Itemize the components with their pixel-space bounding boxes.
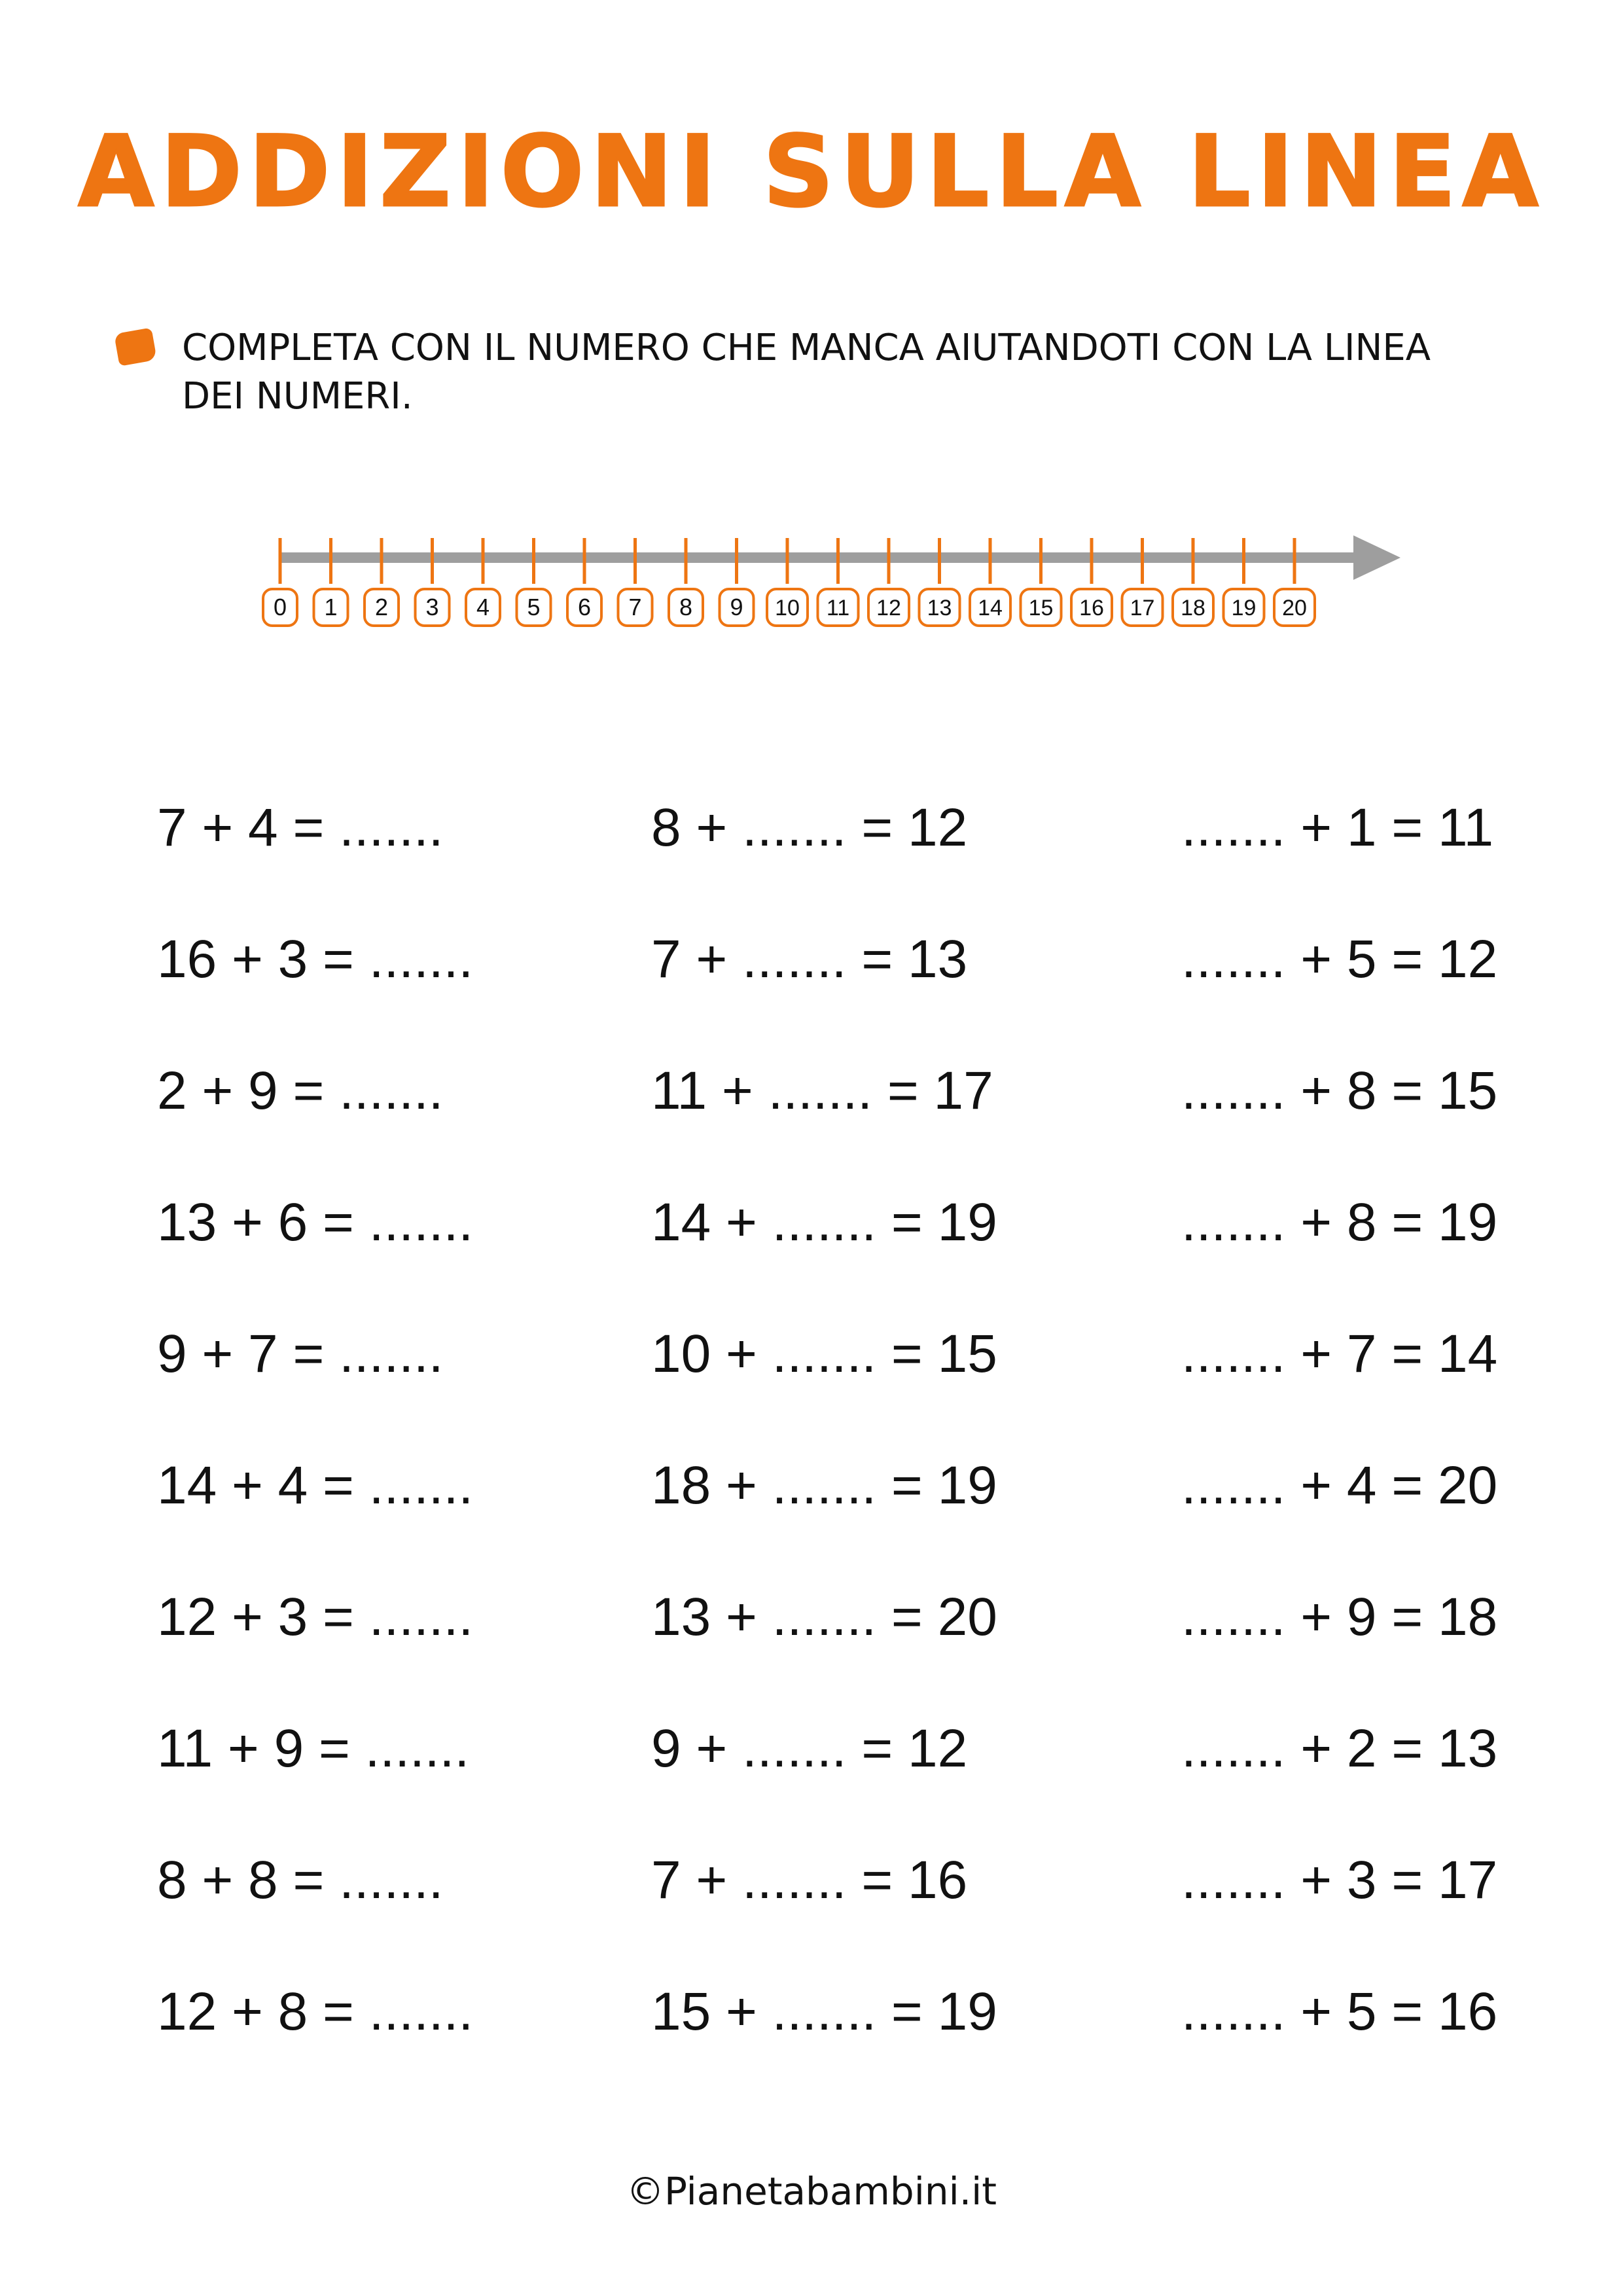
- exercise-item: ....... + 3 = 17: [1181, 1850, 1498, 1910]
- number-line-label: 6: [577, 594, 592, 620]
- number-line-graphic: [249, 524, 1400, 641]
- exercise-item: ....... + 4 = 20: [1181, 1456, 1498, 1515]
- exercise-item: 14 + ....... = 19: [651, 1193, 997, 1252]
- exercise-item: 12 + 8 = .......: [157, 1982, 474, 2041]
- exercise-item: 7 + ....... = 16: [651, 1850, 968, 1910]
- instruction-text: COMPLETA CON IL NUMERO CHE MANCA AIUTANDOTI CON LA LINEA DEI NUMERI.: [182, 327, 1431, 418]
- exercise-item: ....... + 1 = 11: [1181, 798, 1494, 857]
- exercise-item: ....... + 5 = 16: [1181, 1982, 1498, 2041]
- number-line-label: 7: [628, 594, 642, 620]
- number-line-label: 5: [527, 594, 541, 620]
- number-line-label: 20: [1282, 596, 1307, 620]
- exercise-item: 11 + 9 = .......: [157, 1719, 470, 1778]
- number-line-label: 18: [1181, 596, 1205, 620]
- number-line-label: 14: [978, 596, 1003, 620]
- number-line-label: 3: [425, 594, 439, 620]
- exercise-item: 10 + ....... = 15: [651, 1324, 997, 1384]
- arrow-head-icon: [1353, 535, 1400, 580]
- exercise-item: ....... + 2 = 13: [1181, 1719, 1498, 1778]
- exercise-item: ....... + 8 = 19: [1181, 1193, 1498, 1252]
- exercise-item: 2 + 9 = .......: [157, 1061, 444, 1121]
- exercise-item: 7 + 4 = .......: [157, 798, 444, 857]
- exercise-item: 12 + 3 = .......: [157, 1587, 474, 1647]
- exercise-item: 16 + 3 = .......: [157, 929, 474, 989]
- number-line-label: 19: [1231, 596, 1257, 620]
- exercise-item: ....... + 9 = 18: [1181, 1587, 1498, 1647]
- number-line-label: 13: [927, 596, 952, 620]
- exercise-item: 8 + ....... = 12: [651, 798, 968, 857]
- number-line-label: 11: [826, 596, 850, 620]
- number-line-label: 17: [1130, 596, 1155, 620]
- number-line-label: 2: [374, 594, 389, 620]
- exercise-item: 11 + ....... = 17: [651, 1061, 993, 1121]
- exercise-item: 9 + 7 = .......: [157, 1324, 444, 1384]
- number-line-label: 15: [1028, 596, 1054, 620]
- exercise-column-1: [157, 785, 473, 2101]
- exercise-item: ....... + 7 = 14: [1181, 1324, 1498, 1384]
- exercise-item: 7 + ....... = 13: [651, 929, 968, 989]
- exercise-item: ....... + 8 = 15: [1181, 1061, 1498, 1121]
- bullet-icon: [114, 327, 157, 366]
- page-title: ADDIZIONI SULLA LINEA: [78, 115, 1545, 229]
- number-line-label: 4: [476, 594, 490, 620]
- number-line-label: 9: [730, 594, 743, 620]
- footer-credit: ©Pianetabambini.it: [626, 2169, 997, 2214]
- number-line-label: 1: [324, 594, 338, 620]
- exercise-item: 14 + 4 = .......: [157, 1456, 474, 1515]
- exercise-column-2: [651, 785, 997, 2101]
- exercise-item: 15 + ....... = 19: [651, 1982, 997, 2041]
- number-line: [249, 524, 1400, 641]
- number-line-label: 16: [1079, 596, 1104, 620]
- exercise-item: 8 + 8 = .......: [157, 1850, 444, 1910]
- exercise-item: 9 + ....... = 12: [651, 1719, 968, 1778]
- exercise-column-3: [1181, 785, 1497, 2101]
- number-line-label: 12: [876, 596, 901, 620]
- exercise-grid: [0, 785, 1623, 2041]
- number-line-label: 10: [775, 596, 800, 620]
- number-line-label: 8: [679, 594, 693, 620]
- exercise-item: 18 + ....... = 19: [651, 1456, 997, 1515]
- exercise-item: ....... + 5 = 12: [1181, 929, 1498, 989]
- number-line-label: 0: [273, 594, 287, 620]
- exercise-item: 13 + ....... = 20: [651, 1587, 997, 1647]
- exercise-item: 13 + 6 = .......: [157, 1193, 474, 1252]
